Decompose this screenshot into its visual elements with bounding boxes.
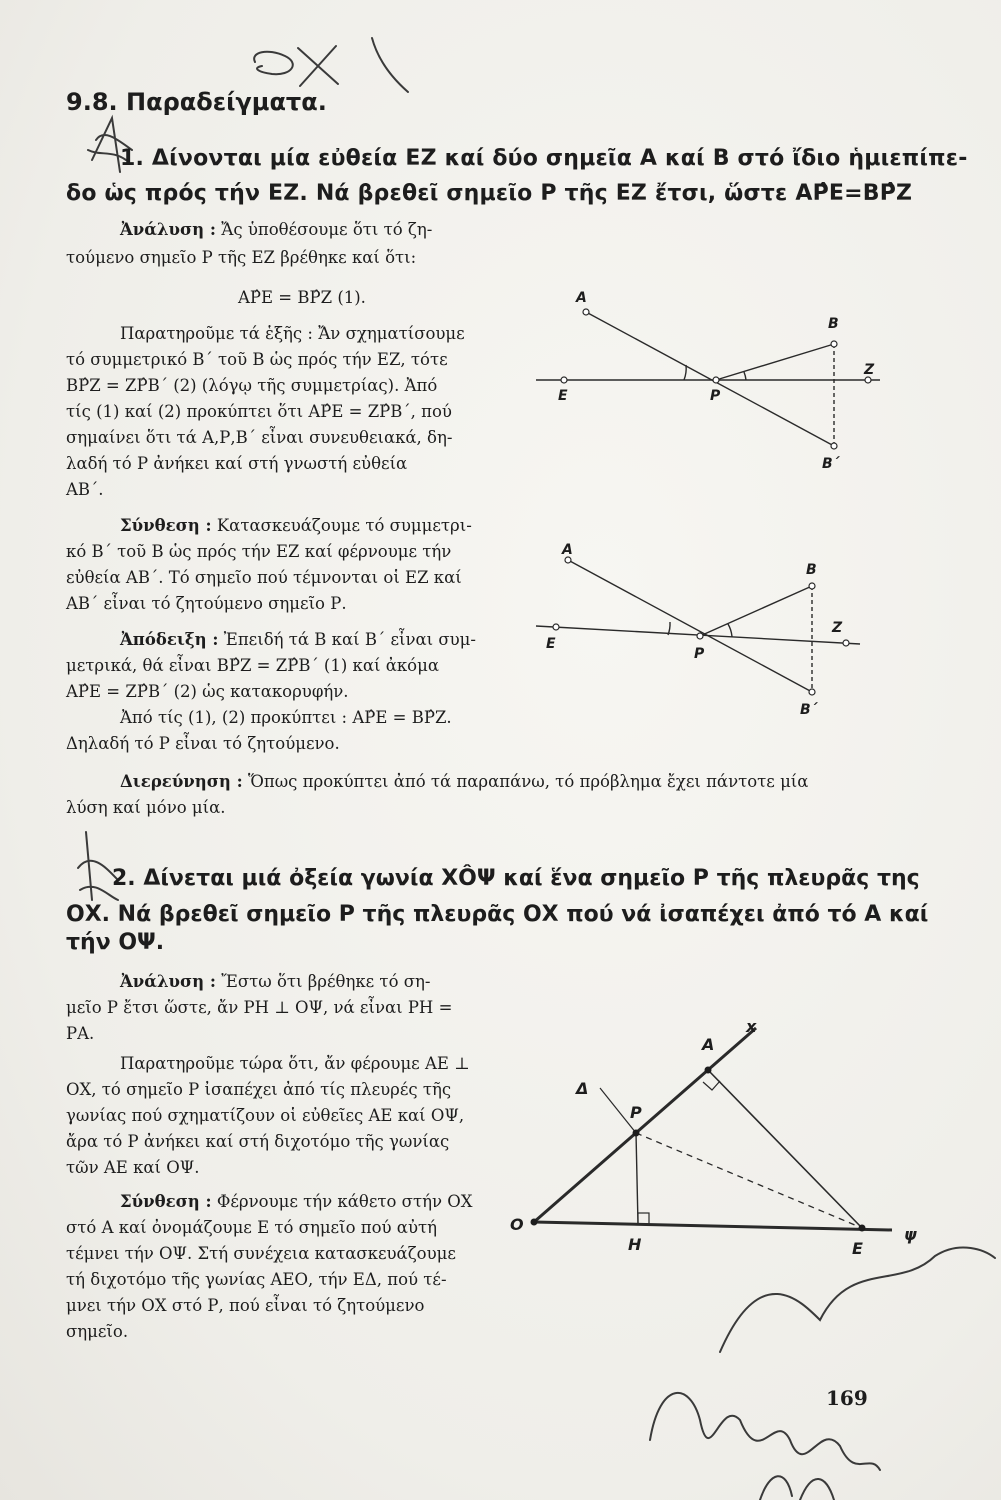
problem1-proof-line: Ἐπειδή τά Β καί Β΄ εἶναι συμ- <box>223 630 476 649</box>
problem2-analysis-line: ΟΧ, τό σημεῖο Ρ ἰσαπέχει ἀπό τίς πλευρές τῆς <box>66 1080 452 1099</box>
problem1-synthesis-label: Σύνθεση : <box>120 516 212 535</box>
problem2-synthesis-line: τή διχοτόμο τῆς γωνίας ΑΕΟ, τήν ΕΔ, πού τέ- <box>66 1270 447 1289</box>
point-b-prime <box>809 689 815 695</box>
label-h: H <box>628 1235 642 1254</box>
label-a: A <box>562 542 573 558</box>
problem2-analysis-line: ἄρα τό Ρ ἀνήκει καί στή διχοτόμο τῆς γωνίας <box>66 1132 450 1151</box>
problem1-analysis-line: τούμενο σημεῖο Ρ τῆς ΕΖ βρέθηκε καί ὅτι: <box>66 248 417 267</box>
point-p <box>713 377 719 383</box>
figure-3 <box>500 1018 930 1258</box>
problem2-statement-line: ΟΧ. Νά βρεθεῖ σημεῖο Ρ τῆς πλευρᾶς ΟΧ πού νά ἰσαπέχει ἀπό τό Α καί <box>66 902 929 927</box>
label-b-prime: B΄ <box>822 456 839 470</box>
problem1-analysis-line: σημαίνει ὅτι τά Α,Ρ,Β΄ εἶναι συνευθειακά, δη- <box>66 428 453 447</box>
angle-arc-bpz <box>744 372 746 380</box>
point-o <box>531 1219 538 1226</box>
problem2-analysis-label: Ἀνάλυση : <box>120 972 216 991</box>
label-psi: ψ <box>904 1225 917 1244</box>
problem1-equation-1: ΑΡ̂Ε = ΒΡ̂Ζ (1). <box>238 288 366 307</box>
problem1-discussion-label: Διερεύνηση : <box>120 772 243 791</box>
problem2-synthesis-line: στό Α καί ὀνομάζουμε Ε τό σημεῖο πού αὐτή <box>66 1218 437 1237</box>
problem1-analysis-line: ΑΒ΄. <box>66 480 104 499</box>
problem2-analysis-line: Παρατηροῦμε τώρα ὅτι, ἄν φέρουμε ΑΕ ⊥ <box>120 1054 470 1073</box>
problem2-synthesis-line: τέμνει τήν ΟΨ. Στή συνέχεια κατασκευάζουμε <box>66 1244 456 1263</box>
label-p: P <box>694 646 705 662</box>
problem1-analysis-line: λαδή τό Ρ ἀνήκει καί στή γνωστή εὐθεία <box>66 454 408 473</box>
handwritten-ox-note <box>254 38 408 92</box>
point-b <box>831 341 837 347</box>
problem1-proof-label: Ἀπόδειξη : <box>120 630 219 649</box>
point-z <box>843 640 849 646</box>
label-z: Z <box>832 620 843 636</box>
label-a: A <box>576 290 587 306</box>
problem2-analysis-line: γωνίας πού σχηματίζουν οἱ εὐθεῖες ΑΕ καί ΟΨ, <box>66 1106 465 1125</box>
label-p: P <box>710 388 721 404</box>
problem2-statement-line: τήν ΟΨ. <box>66 930 165 955</box>
problem1-synthesis-line: Κατασκευάζουμε τό συμμετρι- <box>216 516 472 535</box>
bisector-ed <box>636 1133 862 1228</box>
side-ox <box>534 1028 756 1222</box>
problem2-analysis-line: τῶν ΑΕ καί ΟΨ. <box>66 1158 200 1177</box>
label-e: E <box>546 636 556 652</box>
problem1-statement-line2: δο ὡς πρός τήν ΕΖ. Νά βρεθεῖ σημεῖο Ρ τῆς ΕΖ ἔτσι, ὥστε ΑΡ̂Ε=ΒΡ̂Ζ <box>66 181 913 206</box>
perpendicular-ae <box>708 1070 862 1228</box>
section-title: 9.8. Παραδείγματα. <box>66 88 327 116</box>
handwritten-scribble-1 <box>720 1247 995 1352</box>
line-ab-prime <box>586 312 834 446</box>
label-o: O <box>510 1215 524 1234</box>
problem2-analysis-line: ΡΑ. <box>66 1024 95 1043</box>
problem1-analysis-line: ΒΡ̂Ζ = ΖΡ̂Β΄ (2) (λόγῳ τῆς συμμετρίας). Ἀπό <box>66 376 438 395</box>
problem1-analysis-line: Ἄς ὑποθέσουμε ὅτι τό ζη- <box>221 220 433 239</box>
label-x: x <box>746 1018 757 1036</box>
point-e <box>859 1225 866 1232</box>
problem1-synthesis-line: εὐθεία ΑΒ΄. Τό σημεῖο πού τέμνονται οἱ ΕΖ καί <box>66 568 462 587</box>
label-e: E <box>558 388 568 404</box>
problem1-discussion-line: Ὅπως προκύπτει ἀπό τά παραπάνω, τό πρόβλημα ἔχει πάντοτε μία <box>247 772 809 791</box>
problem1-proof-line: Ἀπό τίς (1), (2) προκύπτει : ΑΡ̂Ε = ΒΡ̂Ζ. <box>120 708 452 727</box>
angle-arc-ape <box>684 365 686 380</box>
perpendicular-ph <box>636 1133 638 1224</box>
label-b: B <box>828 316 839 332</box>
point-e <box>553 624 559 630</box>
problem1-discussion-line: λύση καί μόνο μία. <box>66 798 226 817</box>
handwritten-scribble-3 <box>760 1476 834 1500</box>
label-delta: Δ <box>576 1079 589 1098</box>
problem1-proof-line: μετρικά, θά εἶναι ΒΡ̂Ζ = ΖΡ̂Β΄ (1) καί ἀκόμα <box>66 656 439 675</box>
problem1-analysis-line: τίς (1) καί (2) προκύπτει ὅτι ΑΡ̂Ε = ΖΡ̂Β΄, πού <box>66 402 452 421</box>
figure-1 <box>530 288 890 470</box>
page-number: 169 <box>826 1386 868 1410</box>
problem2-synthesis-label: Σύνθεση : <box>120 1192 212 1211</box>
label-a: A <box>702 1035 715 1054</box>
point-e <box>561 377 567 383</box>
line-ab-prime <box>568 560 812 692</box>
segment-pb <box>700 586 812 636</box>
problem1-analysis-line: τό συμμετρικό Β΄ τοῦ Β ὡς πρός τήν ΕΖ, τότε <box>66 350 448 369</box>
label-p: P <box>630 1103 642 1122</box>
problem1-statement-line1: 1. Δίνονται μία εὐθεία ΕΖ καί δύο σημεῖα Α καί Β στό ἴδιο ἡμιεπίπε- <box>120 146 968 171</box>
figure-2 <box>530 540 870 720</box>
problem2-statement-line: 2. Δίνεται μιά ὀξεία γωνία ΧÔΨ καί ἕνα σημεῖο Ρ τῆς πλευρᾶς της <box>112 866 920 891</box>
right-angle-mark-h <box>638 1213 649 1224</box>
problem2-synthesis-line: Φέρνουμε τήν κάθετο στήν ΟΧ <box>216 1192 473 1211</box>
segment-pb <box>716 344 834 380</box>
problem1-proof-line: ΑΡ̂Ε = ΖΡ̂Β΄ (2) ὡς κατακορυφήν. <box>66 682 349 701</box>
problem1-analysis-line: Παρατηροῦμε τά ἑξῆς : Ἄν σχηματίσουμε <box>120 324 465 343</box>
problem2-analysis-line: Ἔστω ὅτι βρέθηκε τό ση- <box>221 972 431 991</box>
point-a <box>705 1067 712 1074</box>
label-b: B <box>806 562 817 578</box>
point-p <box>697 633 703 639</box>
problem1-analysis-label: Ἀνάλυση : <box>120 220 216 239</box>
point-a <box>583 309 589 315</box>
problem1-synthesis-line: ΑΒ΄ εἶναι τό ζητούμενο σημεῖο Ρ. <box>66 594 347 613</box>
label-b-prime: B΄ <box>800 702 817 718</box>
problem2-synthesis-line: σημεῖο. <box>66 1322 129 1341</box>
problem2-analysis-line: μεῖο Ρ ἔτσι ὥστε, ἄν ΡΗ ⊥ ΟΨ, νά εἶναι ΡΗ = <box>66 998 453 1017</box>
point-b-prime <box>831 443 837 449</box>
problem1-synthesis-line: κό Β΄ τοῦ Β ὡς πρός τήν ΕΖ καί φέρνουμε τήν <box>66 542 452 561</box>
point-b <box>809 583 815 589</box>
point-p <box>633 1130 640 1137</box>
problem2-synthesis-line: μνει τήν ΟΧ στό Ρ, πού εἶναι τό ζητούμενο <box>66 1296 425 1315</box>
label-e: E <box>852 1239 863 1258</box>
problem1-proof-line: Δηλαδή τό Ρ εἶναι τό ζητούμενο. <box>66 734 340 753</box>
right-angle-mark-a <box>703 1081 720 1090</box>
label-z: Z <box>864 362 875 378</box>
side-o-psi <box>534 1222 892 1230</box>
angle-arc-bpz <box>728 624 732 637</box>
